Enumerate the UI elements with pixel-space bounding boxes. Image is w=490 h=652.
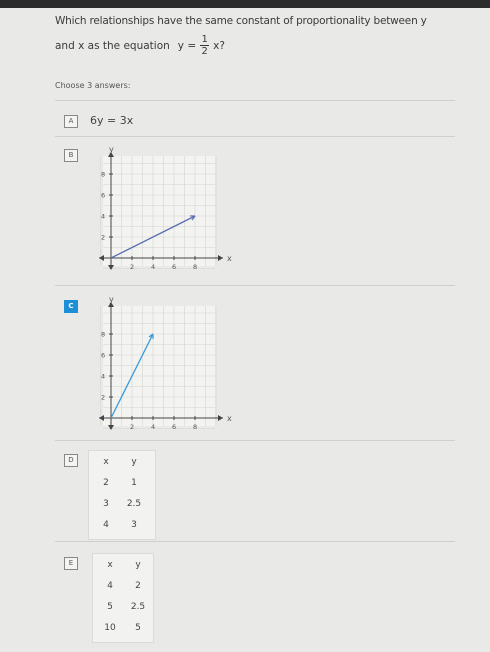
y-axis-arrow-down bbox=[108, 425, 114, 430]
table-cell: 4 bbox=[103, 520, 109, 530]
table-cell: 3 bbox=[131, 520, 137, 530]
divider bbox=[55, 136, 455, 137]
y-axis-label: y bbox=[109, 295, 114, 304]
table-cell: 2 bbox=[103, 478, 109, 488]
top-bar bbox=[0, 0, 490, 8]
equation-lhs: y = bbox=[177, 39, 197, 52]
y-tick-label: 6 bbox=[101, 351, 106, 360]
x-axis-arrow-left bbox=[99, 255, 104, 261]
table-header-cell: x bbox=[107, 560, 113, 570]
x-tick-label: 6 bbox=[172, 263, 177, 271]
option-c-graph[interactable] bbox=[85, 295, 232, 436]
x-tick-label: 4 bbox=[151, 423, 156, 431]
y-axis-label: y bbox=[109, 145, 114, 154]
divider bbox=[55, 440, 455, 441]
table-cell: 3 bbox=[103, 499, 109, 509]
x-axis-arrow bbox=[218, 255, 223, 261]
table-cell: 5 bbox=[107, 602, 113, 612]
option-d-table[interactable] bbox=[88, 450, 156, 540]
x-tick-label: 2 bbox=[130, 263, 135, 271]
question-line-2 bbox=[55, 34, 225, 57]
option-c-checkbox[interactable]: C bbox=[64, 300, 78, 313]
divider bbox=[55, 541, 455, 542]
graph-background bbox=[103, 156, 215, 266]
x-tick-label: 4 bbox=[151, 263, 156, 271]
x-axis-arrow bbox=[218, 415, 223, 421]
option-a-text[interactable]: 6y = 3x bbox=[90, 114, 134, 127]
x-axis-label: x bbox=[227, 414, 232, 423]
table-cell: 10 bbox=[104, 623, 116, 633]
equation-fraction bbox=[200, 34, 209, 57]
y-tick-label: 2 bbox=[101, 233, 106, 242]
y-tick-label: 2 bbox=[101, 393, 106, 402]
y-tick-label: 8 bbox=[101, 330, 106, 339]
y-axis-arrow-down bbox=[108, 265, 114, 270]
question-line-1: Which relationships have the same constant of proportionality between y bbox=[55, 15, 427, 27]
fraction-numerator: 1 bbox=[201, 34, 208, 45]
option-d-checkbox[interactable]: D bbox=[64, 454, 78, 467]
y-tick-label: 4 bbox=[101, 372, 106, 381]
table-header-cell: y bbox=[131, 457, 137, 467]
table-header-cell: x bbox=[103, 457, 109, 467]
option-b-graph[interactable] bbox=[85, 145, 232, 276]
x-tick-label: 8 bbox=[193, 423, 198, 431]
y-tick-label: 6 bbox=[101, 191, 106, 200]
table-cell: 2 bbox=[135, 581, 141, 591]
equation-suffix: x? bbox=[213, 39, 225, 52]
fraction-denominator: 2 bbox=[201, 46, 208, 57]
graph-background bbox=[103, 306, 215, 426]
table-header-cell: y bbox=[135, 560, 141, 570]
option-e-checkbox[interactable]: E bbox=[64, 557, 78, 570]
divider bbox=[55, 100, 455, 101]
question-prefix: and x as the equation bbox=[55, 39, 170, 52]
x-axis-arrow-left bbox=[99, 415, 104, 421]
option-a-checkbox[interactable]: A bbox=[64, 115, 78, 128]
x-tick-label: 6 bbox=[172, 423, 177, 431]
table-cell: 2.5 bbox=[126, 499, 142, 509]
y-tick-label: 8 bbox=[101, 170, 106, 179]
option-b-checkbox[interactable]: B bbox=[64, 149, 78, 162]
table-cell: 4 bbox=[107, 581, 113, 591]
x-tick-label: 8 bbox=[193, 263, 198, 271]
x-tick-label: 2 bbox=[130, 423, 135, 431]
divider bbox=[55, 285, 455, 286]
x-axis-label: x bbox=[227, 254, 232, 263]
table-cell: 5 bbox=[135, 623, 141, 633]
y-tick-label: 4 bbox=[101, 212, 106, 221]
table-cell: 1 bbox=[131, 478, 137, 488]
option-e-table[interactable] bbox=[92, 553, 154, 643]
table-cell: 2.5 bbox=[130, 602, 146, 612]
instructions: Choose 3 answers: bbox=[55, 81, 131, 90]
